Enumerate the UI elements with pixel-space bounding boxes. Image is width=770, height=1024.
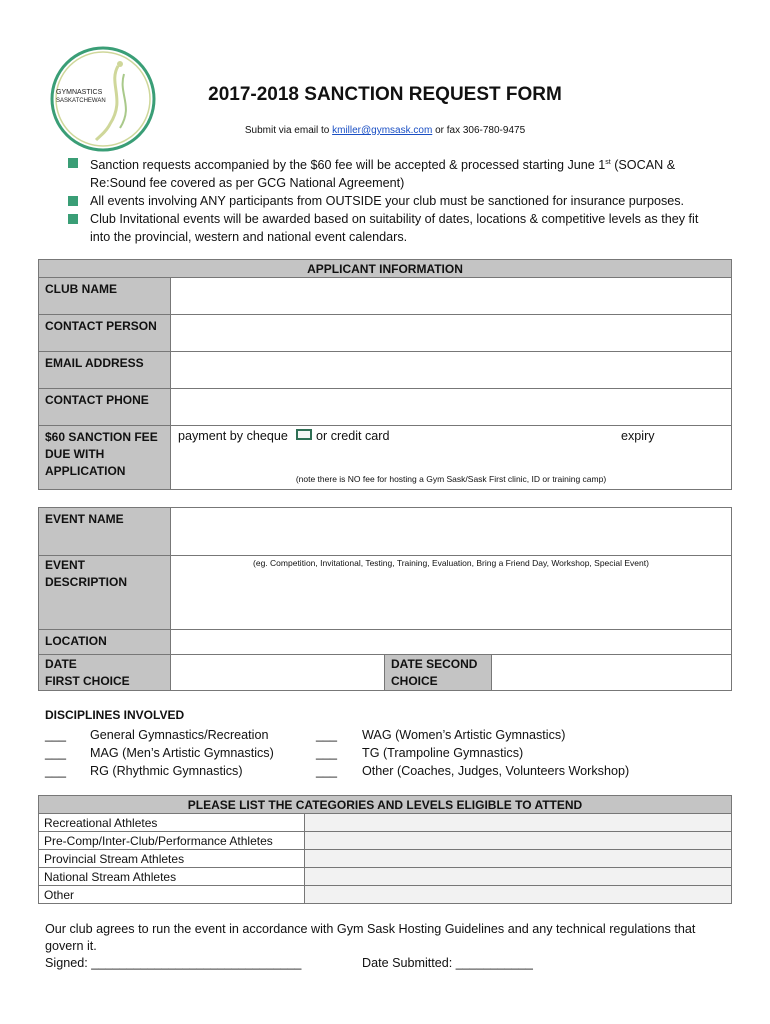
cheque-checkbox[interactable]: [296, 429, 312, 440]
category-row-field[interactable]: [304, 849, 732, 868]
category-row-label: Pre-Comp/Inter-Club/Performance Athletes: [38, 831, 305, 850]
category-row-field[interactable]: [304, 885, 732, 904]
contact-phone-field[interactable]: [170, 388, 732, 426]
sanction-fee-label: $60 SANCTION FEE DUE WITH APPLICATION: [38, 425, 171, 490]
discipline-mag: MAG (Men’s Artistic Gymnastics): [90, 746, 274, 760]
event-name-label: EVENT NAME: [38, 507, 171, 556]
logo-text-line1: GYMNASTICS: [56, 89, 103, 96]
date-second-choice-label: DATE SECOND CHOICE: [384, 654, 492, 691]
contact-person-field[interactable]: [170, 314, 732, 352]
club-name-label: CLUB NAME: [38, 277, 171, 315]
discipline-blank[interactable]: ___: [45, 764, 67, 778]
submit-suffix: or fax 306-780-9475: [435, 125, 526, 136]
disciplines-right-list: [362, 726, 629, 780]
submit-instructions: [170, 125, 600, 136]
category-row-field[interactable]: [304, 813, 732, 832]
date-first-choice-label: DATE FIRST CHOICE: [38, 654, 171, 691]
logo-text-line2: SASKATCHEWAN: [56, 98, 106, 104]
date-second-choice-field[interactable]: [491, 654, 732, 691]
disciplines-left-list: [90, 726, 274, 780]
event-description-hint: (eg. Competition, Invitational, Testing, Training, Evaluation, Bring a Friend Day, Workshop, Special Event): [253, 558, 649, 568]
date-submitted-line[interactable]: Date Submitted: ___________: [362, 956, 533, 970]
contact-person-label: CONTACT PERSON: [38, 314, 171, 352]
email-address-label: EMAIL ADDRESS: [38, 351, 171, 389]
page-title: 2017-2018 SANCTION REQUEST FORM: [208, 84, 562, 105]
agreement-text: Our club agrees to run the event in accordance with Gym Sask Hosting Guidelines and any technical regulations that govern it.: [45, 922, 696, 953]
event-name-field[interactable]: [170, 507, 732, 556]
payment-field: [170, 425, 732, 490]
bullet-item: Club Invitational events will be awarded based on suitability of dates, locations & competitive levels as they fit into the provincial, western and national event calendars.: [68, 210, 718, 246]
discipline-blank[interactable]: ___: [316, 728, 338, 742]
payment-cheque-label: payment by cheque: [178, 429, 288, 443]
payment-card-label: or credit card: [316, 429, 390, 443]
bullet-item: All events involving ANY participants from OUTSIDE your club must be sanctioned for insurance purposes.: [68, 192, 718, 210]
disciplines-heading: DISCIPLINES INVOLVED: [45, 708, 185, 722]
discipline-general-gymnastics: General Gymnastics/Recreation: [90, 728, 269, 742]
signed-line[interactable]: Signed: ______________________________: [45, 956, 302, 970]
discipline-blank[interactable]: ___: [316, 746, 338, 760]
location-field[interactable]: [170, 629, 732, 655]
discipline-rg: RG (Rhythmic Gymnastics): [90, 764, 243, 778]
category-row-label: Recreational Athletes: [38, 813, 305, 832]
contact-phone-label: CONTACT PHONE: [38, 388, 171, 426]
category-row-label: Provincial Stream Athletes: [38, 849, 305, 868]
bullet-list: [68, 154, 718, 246]
submit-prefix: Submit via email to: [244, 125, 330, 136]
date-first-choice-field[interactable]: [170, 654, 385, 691]
fee-note: (note there is NO fee for hosting a Gym Sask/Sask First clinic, ID or training camp): [295, 474, 607, 484]
event-description-field[interactable]: [170, 555, 732, 630]
category-row-field[interactable]: [304, 867, 732, 886]
category-row-field[interactable]: [304, 831, 732, 850]
event-description-label: EVENT DESCRIPTION: [38, 555, 171, 630]
applicant-info-heading: APPLICANT INFORMATION: [38, 259, 732, 278]
category-row-label: Other: [38, 885, 305, 904]
discipline-wag: WAG (Women’s Artistic Gymnastics): [362, 728, 566, 742]
categories-heading: PLEASE LIST THE CATEGORIES AND LEVELS ELIGIBLE TO ATTEND: [38, 795, 732, 814]
email-address-field[interactable]: [170, 351, 732, 389]
expiry-label: expiry: [621, 429, 655, 443]
disciplines-right-blanks: [316, 726, 337, 780]
bullet-item: Sanction requests accompanied by the $60 fee will be accepted & processed starting June 1st (SOCAN & Re:Sound fee covered as per GCG National Agreement): [68, 154, 718, 192]
category-row-label: National Stream Athletes: [38, 867, 305, 886]
discipline-blank[interactable]: ___: [316, 764, 338, 778]
discipline-other: Other (Coaches, Judges, Volunteers Workshop): [362, 764, 630, 778]
discipline-tg: TG (Trampoline Gymnastics): [362, 746, 524, 760]
email-link[interactable]: kmiller@gymsask.com: [332, 125, 433, 136]
location-label: LOCATION: [38, 629, 171, 655]
disciplines-left-blanks: [45, 726, 66, 780]
discipline-blank[interactable]: ___: [45, 728, 67, 742]
club-name-field[interactable]: [170, 277, 732, 315]
gymsask-logo: [48, 44, 158, 154]
discipline-blank[interactable]: ___: [45, 746, 67, 760]
